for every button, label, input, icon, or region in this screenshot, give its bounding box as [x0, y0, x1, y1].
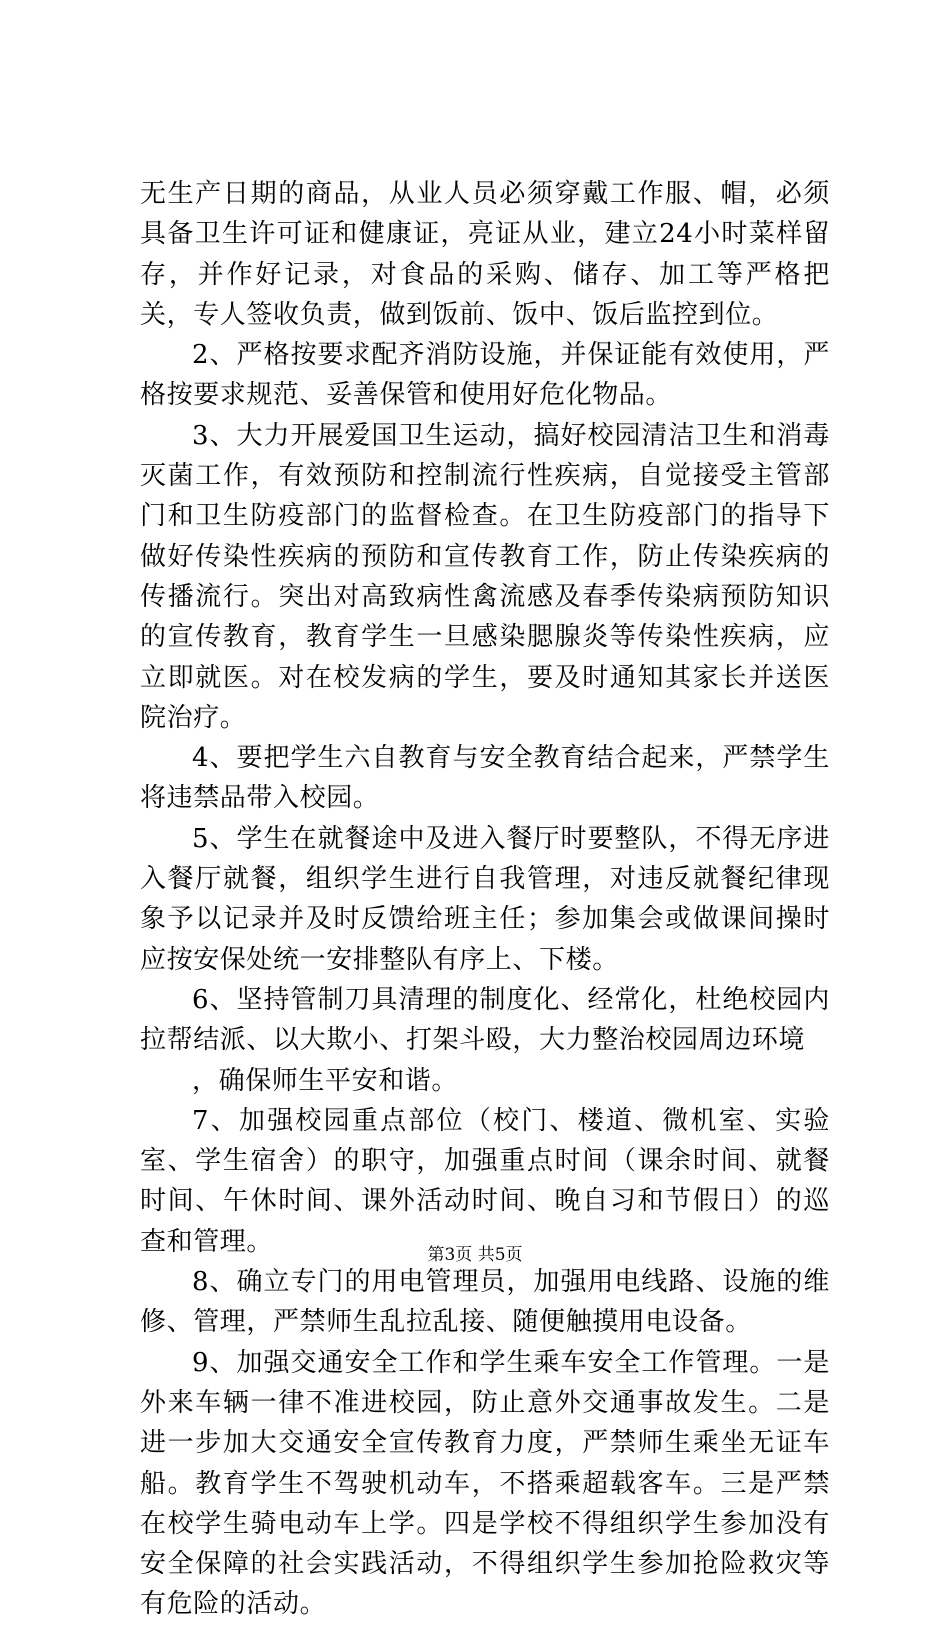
- paragraph: ，确保师生平安和谐。: [192, 1065, 459, 1096]
- paragraph: 7、加强校园重点部位（校门、楼道、微机室、实验室、学生宿舍）的职守，加强重点时间（课余时间、就餐时间、午休时间、课外活动时间、晚自习和节假日）的巡查和管理。: [140, 1105, 830, 1257]
- page-number: 第3页 共5页: [427, 1245, 523, 1265]
- document-body: [140, 174, 830, 1625]
- paragraph: 无生产日期的商品，从业人员必须穿戴工作服、帽，必须具备卫生许可证和健康证，亮证从业，建立24小时菜样留存，并作好记录，对食品的采购、储存、加工等严格把关，专人签收负责，做到饭前、饭中、饭后监控到位。: [140, 179, 830, 330]
- paragraph: 9、加强交通安全工作和学生乘车安全工作管理。一是外来车辆一律不准进校园，防止意外交通事故发生。二是进一步加大交通安全宣传教育力度，严禁师生乘坐无证车船。教育学生不驾驶机动车，不搭乘超载客车。三是严禁在校学生骑电动车上学。四是学校不得组织学生参加没有安全保障的社会实践活动，不得组织学生参加抢险救灾等有危险的活动。: [140, 1347, 830, 1620]
- paragraph: 5、学生在就餐途中及进入餐厅时要整队，不得无序进入餐厅就餐，组织学生进行自我管理，对违反就餐纪律现象予以记录并及时反馈给班主任；参加集会或做课间操时应按安保处统一安排整队有序上、下楼。: [140, 823, 830, 975]
- paragraph: 2、严格按要求配齐消防设施，并保证能有效使用，严格按要求规范、妥善保管和使用好危化物品。: [140, 340, 830, 411]
- paragraph: 3、大力开展爱国卫生运动，搞好校园清洁卫生和消毒灭菌工作，有效预防和控制流行性疾病，自觉接受主管部门和卫生防疫部门的监督检查。在卫生防疫部门的指导下做好传染性疾病的预防和宣传教育工作，防止传染疾病的传播流行。突出对高致病性禽流感及春季传染病预防知识的宣传教育，教育学生一旦感染腮腺炎等传染性疾病，应立即就医。对在校发病的学生，要及时通知其家长并送医院治疗。: [140, 420, 830, 733]
- paragraph: 6、坚持管制刀具清理的制度化、经常化，杜绝校园内拉帮结派、以大欺小、打架斗殴，大力整治校园周边环境: [140, 984, 830, 1056]
- paragraph: 8、确立专门的用电管理员，加强用电线路、设施的维修、管理，严禁师生乱拉乱接、随便触摸用电设备。: [140, 1267, 830, 1338]
- paragraph: 4、要把学生六自教育与安全教育结合起来，严禁学生将违禁品带入校园。: [140, 743, 830, 814]
